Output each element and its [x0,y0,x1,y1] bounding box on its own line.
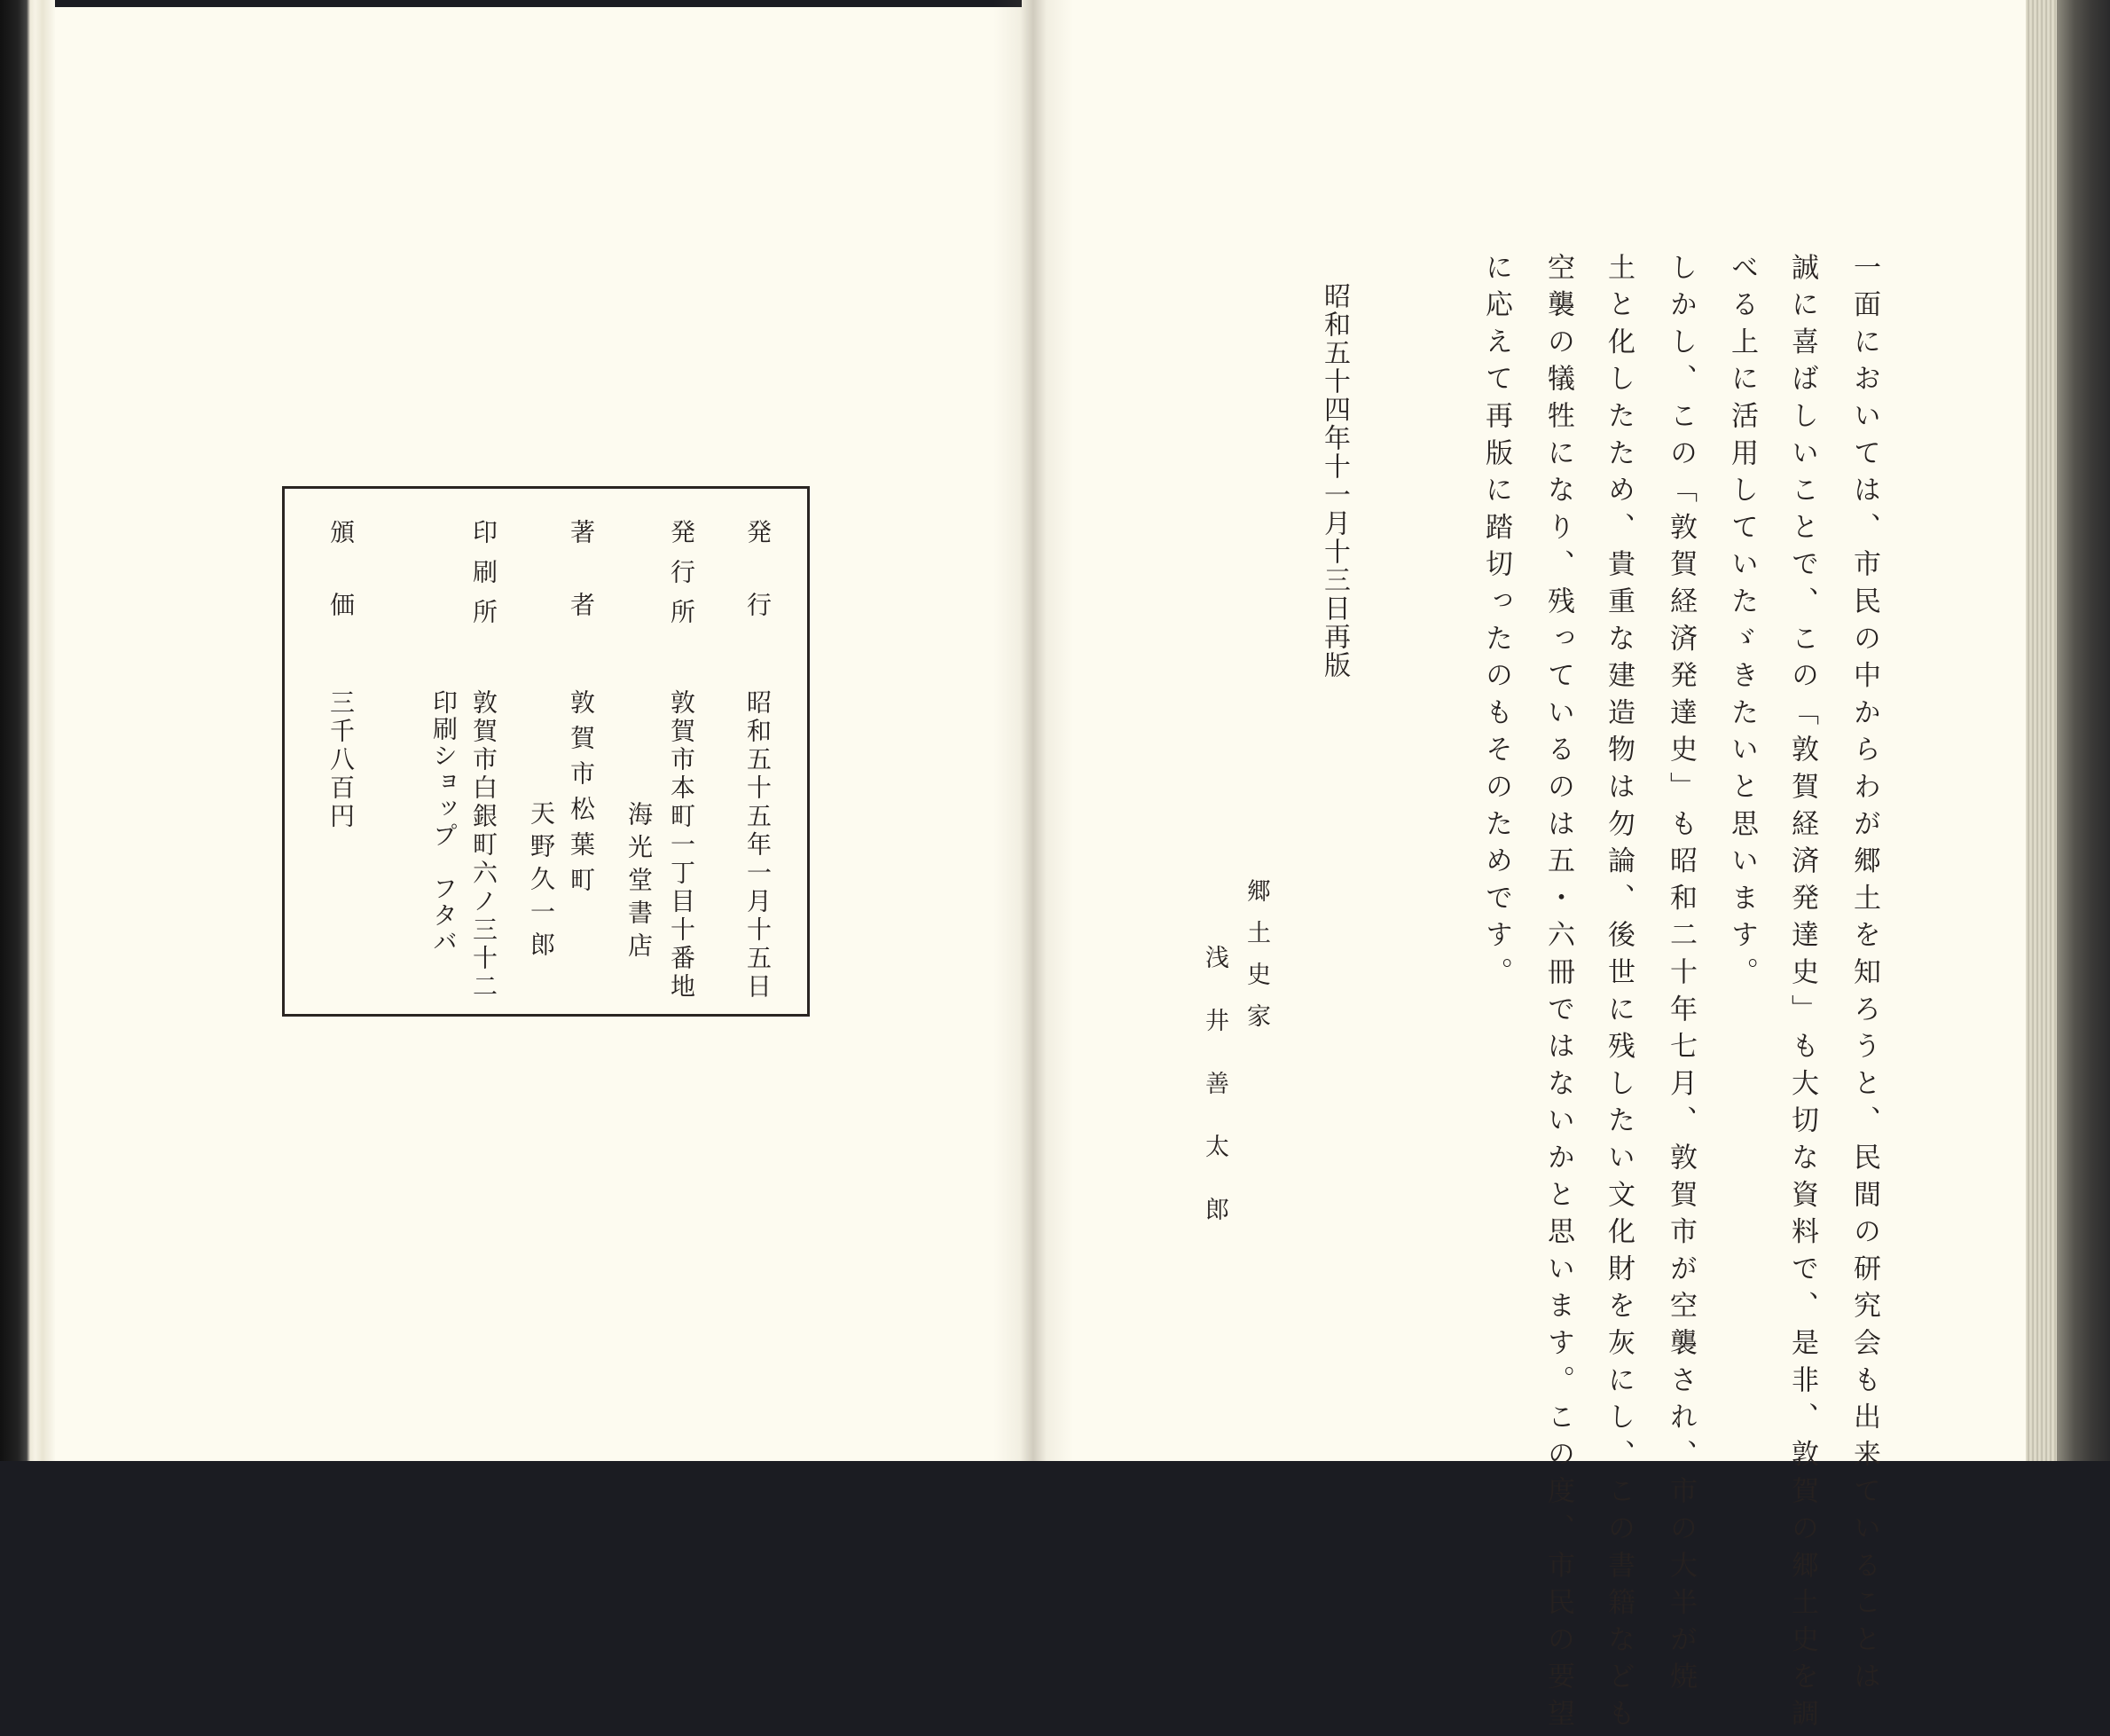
postscript-line-6: 空襲の犠牲になり、残っているのは五・六冊ではないかと思います。この度、市民の要望 [1542,253,1574,1736]
author-name: 浅井善太郎 [1201,945,1228,1260]
colophon-label-author: 著者 [567,519,596,664]
postscript-line-3: べる上に活用していたゞきたいと思います。 [1726,253,1758,994]
postscript-line-1: 一面においては、市民の中からわが郷土を知ろうと、民間の研究会も出来ていることは [1848,253,1880,1700]
colophon-label-publisher: 発行所 [667,519,696,639]
postscript-line-5: 土と化したため、貴重な建造物は勿論、後世に残したい文化財を灰にし、この書籍なども [1603,253,1635,1736]
colophon-label-price: 頒価 [326,519,356,664]
colophon-value-printer-address: 敦賀市白銀町六ノ三十二 [469,689,498,1002]
colophon-value-publisher-address: 敦賀市本町一丁目十番地 [667,689,696,1002]
postscript-line-4: しかし、この「敦賀経済発達史」も昭和二十年七月、敦賀市が空襲され、市の大半が焼 [1665,253,1697,1700]
colophon-value-author-address: 敦賀市松葉町 [567,689,596,902]
colophon-value-printer-name: 印刷ショップ フタバ [429,689,459,955]
author-title: 郷土史家 [1243,878,1270,1045]
colophon-value-price: 三千八百円 [326,689,356,831]
postscript-line-2: 誠に喜ばしいことで、この「敦賀経済発達史」も大切な資料で、是非、敦賀の郷土史を調 [1786,253,1818,1736]
right-book-edge [2026,0,2110,1461]
book-gutter [993,0,1073,1461]
reprint-date: 昭和五十四年十一月十三日再版 [1319,282,1350,679]
colophon-value-publisher-name: 海光堂書店 [624,801,654,965]
colophon-label-printer: 印刷所 [469,519,498,639]
colophon-value-issue-date: 昭和五十五年一月十五日 [743,689,773,1002]
postscript-line-7: に応えて再版に踏切ったのもそのためです。 [1480,253,1512,994]
colophon-label-issue: 発行 [743,519,773,664]
left-book-edge [0,0,55,1461]
colophon-value-author-name: 天野久一郎 [527,800,556,964]
